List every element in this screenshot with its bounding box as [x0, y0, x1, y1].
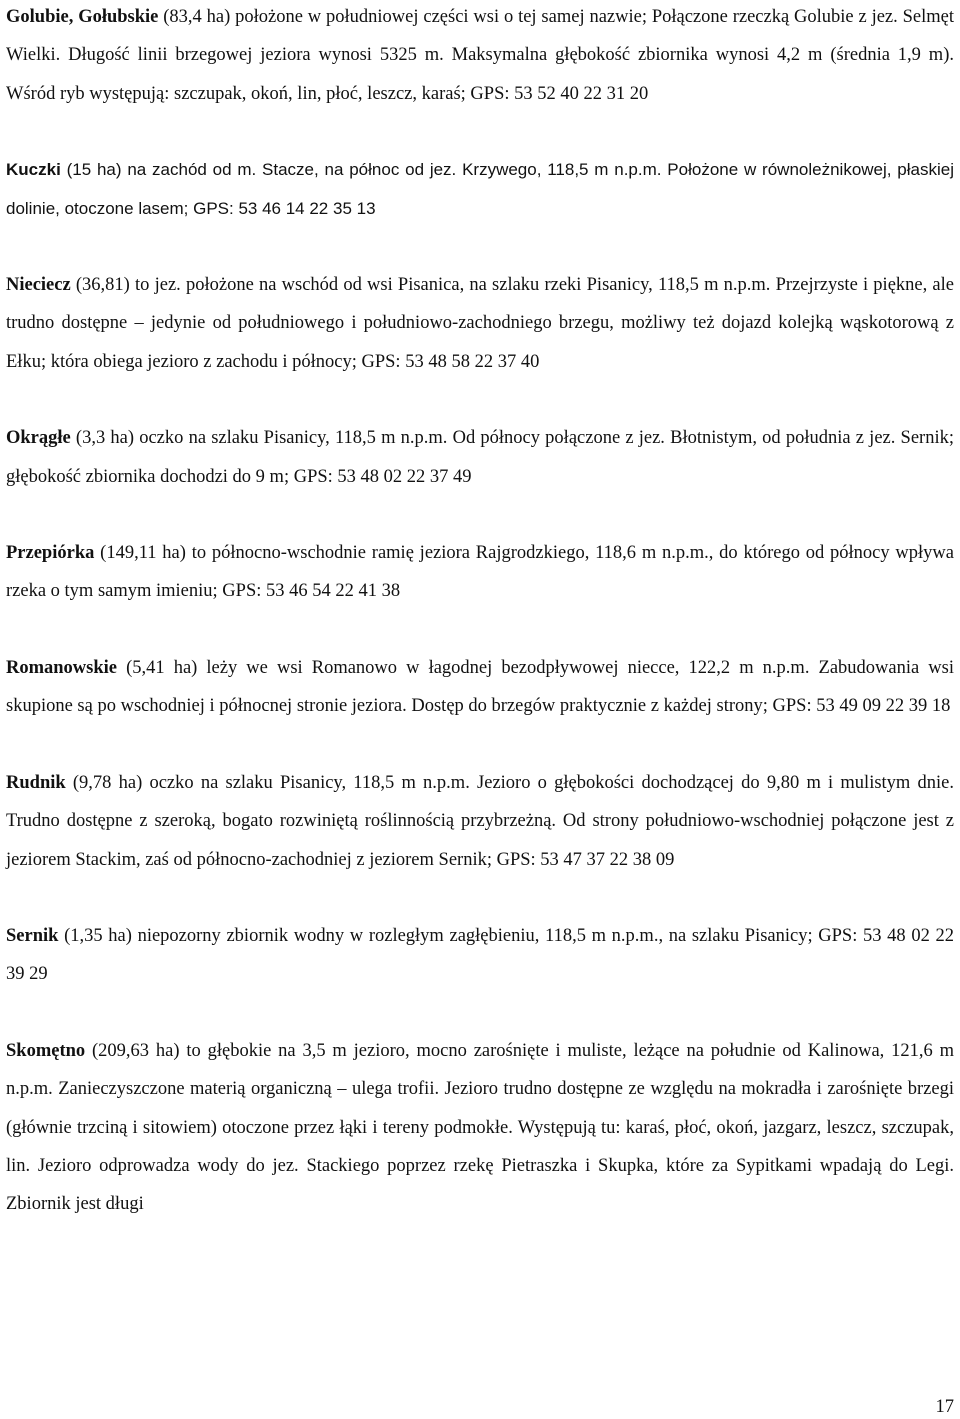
entry-text: (15 ha) na zachód od m. Stacze, na północ od jez. Krzywego, 118,5 m n.p.m. Położone w równoleżnikowej, płaskiej dolinie, otoczone lasem; GPS: 53 46 14 22 35 13: [6, 160, 954, 218]
entry-text: (83,4 ha) położone w południowej części wsi o tej samej nazwie; Połączone rzeczką Golubie z jez. Selmęt Wielki. Długość linii brzegowej jeziora wynosi 5325 m. Maksymalna głębokość zbiornika wynosi 4,2 m (średnia 1,9 m). Wśród ryb występują: szczupak, okoń, lin, płoć, leszcz, karaś; GPS: 53 52 40 22 31 20: [6, 7, 954, 104]
entry-romanowskie: [6, 649, 954, 726]
entry-text: (1,35 ha) niepozorny zbiornik wodny w rozległym zagłębieniu, 118,5 m n.p.m., na szlaku Pisanicy; GPS: 53 48 02 22 39 29: [6, 925, 954, 985]
entry-text: (5,41 ha) leży we wsi Romanowo w łagodnej bezodpływowej niecce, 122,2 m n.p.m. Zabudowania wsi skupione są po wschodniej i północnej stronie jeziora. Dostęp do brzegów praktycznie z każdej strony; GPS: 53 49 09 22 39 18: [6, 657, 954, 717]
entry-text: (149,11 ha) to północno-wschodnie ramię jeziora Rajgrodzkiego, 118,6 m n.p.m., do którego od północy wpływa rzeka o tym samym imieniu; GPS: 53 46 54 22 41 38: [6, 543, 954, 602]
entry-okragle: [6, 419, 954, 496]
entry-name: Nieciecz: [6, 275, 71, 296]
entry-name: Golubie, Gołubskie: [6, 7, 159, 27]
entry-name: Przepiórka: [6, 543, 95, 564]
entry-name: Kuczki: [6, 160, 61, 180]
page-number: 17: [935, 1397, 954, 1417]
entry-name: Sernik: [6, 925, 59, 946]
entry-text: (209,63 ha) to głębokie na 3,5 m jezioro, mocno zarośnięte i muliste, leżące na południe od Kalinowa, 121,6 m n.p.m. Zanieczyszczone materią organiczną – ulega trofii. Jezioro trudno dostępne ze względu na mokradła i zarośnięte brzegi (głównie trzciną i sitowiem) otoczone przez łąki i tereny podmokłe. Występują tu: karaś, płoć, okoń, jazgarz, leszcz, szczupak, lin. Jezioro odprowadza wody do jez. Stackiego poprzez rzekę Pietraszka i Skupka, które za Sypitkami wpadają do Legi. Zbiornik jest długi: [6, 1040, 954, 1215]
entry-text: (9,78 ha) oczko na szlaku Pisanicy, 118,5 m n.p.m. Jezioro o głębokości dochodzącej do 9,80 m i mulistym dnie. Trudno dostępne z szeroką, bogato rozwiniętą roślinnością przybrzeżną. Od strony południowo-wschodniej połączone jest z jeziorem Stackim, zaś od północno-zachodniej z jeziorem Sernik; GPS: 53 47 37 22 38 09: [6, 772, 954, 870]
entry-sernik: [6, 917, 954, 994]
entry-text: (36,81) to jez. położone na wschód od wsi Pisanica, na szlaku rzeki Pisanicy, 118,5 m n.p.m. Przejrzyste i piękne, ale trudno dostępne – jedynie od południowego i południowo-zachodniego brzegu, możliwy też dojazd kolejką wąskotorową z Ełku; która obiega jezioro z zachodu i północy; GPS: 53 48 58 22 37 40: [6, 275, 954, 372]
entry-name: Skomętno: [6, 1040, 86, 1061]
entry-skometno: [6, 1032, 954, 1224]
entry-kuczki: [6, 151, 954, 228]
document-page: [6, 0, 954, 1224]
entry-przepiorka: [6, 534, 954, 611]
entry-golubie: [6, 0, 954, 113]
entry-name: Rudnik: [6, 772, 66, 793]
entry-name: Okrągłe: [6, 428, 71, 449]
entry-nieciecz: [6, 266, 954, 381]
entry-rudnik: [6, 764, 954, 879]
entry-name: Romanowskie: [6, 657, 118, 678]
entry-text: (3,3 ha) oczko na szlaku Pisanicy, 118,5 m n.p.m. Od północy połączone z jez. Błotnistym, od południa z jez. Sernik; głębokość zbiornika dochodzi do 9 m; GPS: 53 48 02 22 37 49: [6, 428, 954, 487]
